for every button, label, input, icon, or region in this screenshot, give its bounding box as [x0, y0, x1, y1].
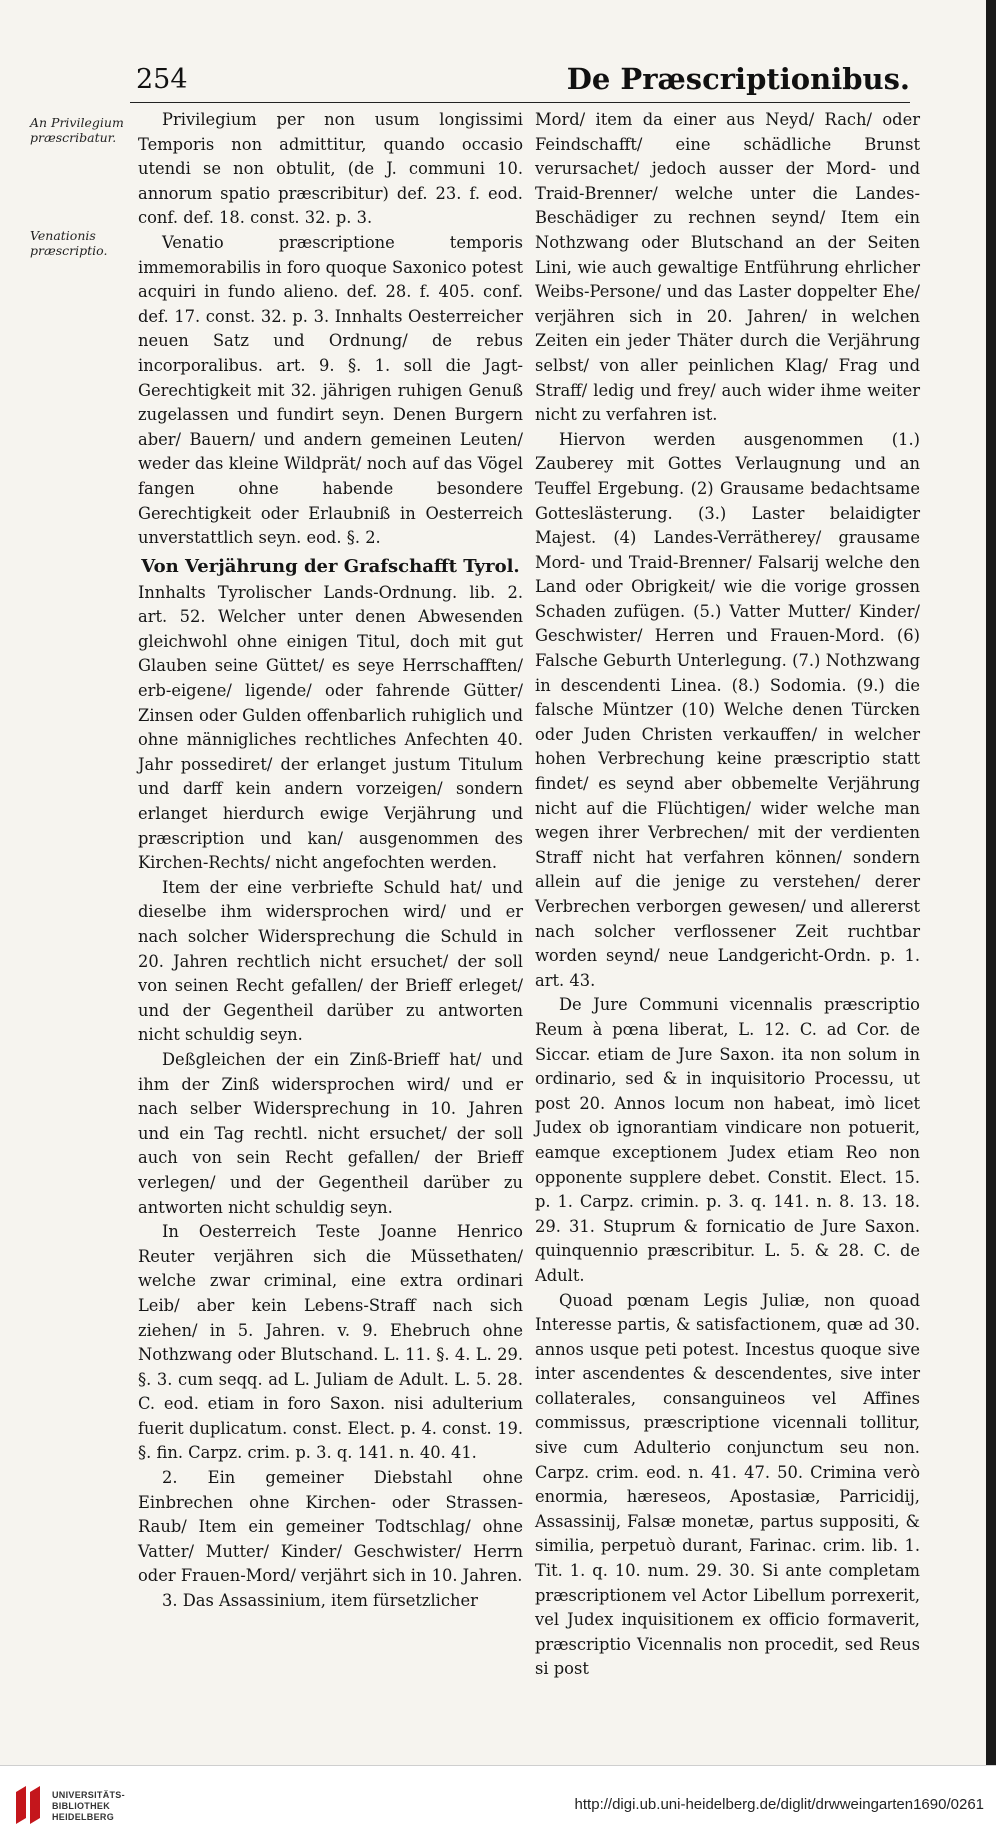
institution-line: UNIVERSITÄTS-: [52, 1790, 125, 1800]
scan-edge: [986, 0, 996, 1765]
paragraph: Mord/ item da einer aus Neyd/ Rach/ oder Feindschafft/ eine schädliche Brunst verursachet/ jedoch ausser der Mord- und Traid-Brenner/ welche unter die Landes-Beschädiger zu rechnen seynd/ Item ein Nothzwang oder Blutschand an der Seiten Lini, wie auch gewaltige Entführung ehrlicher Weibs-Persone/ und das Laster doppelter Ehe/ verjähren sich in 20. Jahren/ in welchen Zeiten ein jeder Thäter durch die Verjährung selbst/ von aller peinlichen Klag/ Frag und Straff/ ledig und frey/ auch wider ihme weiter nicht zu verfahren ist.: [535, 110, 920, 425]
paragraph: 2. Ein gemeiner Diebstahl ohne Einbrechen ohne Kirchen- oder Strassen-Raub/ Item ein gemeiner Todtschlag/ ohne Vatter/ Mutter/ Kinder/ Geschwister/ Herrn oder Frauen-Mord/ verjährt sich in 10. Jahren.: [138, 1468, 523, 1586]
margin-note-privilege: An Privilegium præscribatur.: [30, 115, 124, 145]
paragraph: De Jure Communi vicennalis præscriptio Reum à pœna liberat, L. 12. C. ad Cor. de Siccar. etiam de Jure Saxon. ita non solum in ordinario, sed & in inquisitorio Processu, ut post 20. Annos locum non habeat, imò licet Judex ob ignorantiam vindicare non potuerit, eamque exceptionem Judex etiam Reo non opponente supplere debet. Constit. Elect. 15. p. 1. Carpz. crimin. p. 3. q. 141. n. 8. 13. 18. 29. 31. Stuprum & fornicatio de Jure Saxon. quinquennio præscribitur. L. 5. & 28. C. de Adult.: [535, 995, 920, 1285]
institution-line: BIBLIOTHEK: [52, 1801, 110, 1811]
paragraph: Hiervon werden ausgenommen (1.) Zauberey mit Gottes Verlaugnung und an Teuffel Ergebung. (2) Grausame bedachtsame Gotteslästerung. (3.) Laster belaidigter Majest. (4) Landes-Verrätherey/ grausame Mord- und Traid-Brenner/ Falsarij welche den Land oder Obrigkeit/ wie die vorige grossen Schaden zufügen. (5.) Vatter Mutter/ Kinder/ Geschwister/ Herren und Frauen-Mord. (6) Falsche Geburth Unterlegung. (7.) Nothzwang in descendenti Linea. (8.) Sodomia. (9.) die falsche Müntzer (10) Welche denen Türcken oder Juden Christen verkauffen/ in welcher hohen Verbrechung keine præscriptio statt findet/ es seynd aber obbemelte Verjährung nicht auf die Flüchtigen/ wider welche man wegen ihrer Verbrechen/ mit der verdienten Straff nicht hat verfahren können/ sondern allein auf die jenige zu verstehen/ derer Verbrechen verborgen gewesen/ und allererst nach solcher verflossener Zeit ruchtbar worden seynd/ neue Landgericht-Ordn. p. 1. art. 43.: [535, 429, 920, 990]
paragraph: Innhalts Tyrolischer Lands-Ordnung. lib. 2. art. 52. Welcher unter denen Abwesenden gleichwohl ohne einigen Titul, doch mit gut Glauben seine Güttet/ es seye Herrschafften/ erb-eigene/ ligende/ oder fahrende Gütter/ Zinsen oder Gulden offenbarlich ruhiglich und ohne männigliches rechtliches Anfechten 40. Jahr possediret/ der erlanget justum Titulum und darff kein andern vorzeigen/ sondern erlanget hierdurch ewige Verjährung und præscription und kan/ ausgenommen des Kirchen-Rechts/ nicht angefochten werden.: [138, 582, 523, 873]
page-number: 254: [136, 64, 188, 95]
institution-line: HEIDELBERG: [52, 1812, 115, 1822]
running-title: De Præscriptionibus.: [566, 62, 910, 96]
paragraph: In Oesterreich Teste Joanne Henrico Reuter verjähren sich die Müssethaten/ welche zwar criminal, eine extra ordinari Leib/ aber kein Lebens-Straff nach sich ziehen/ in 5. Jahren. v. 9. Ehebruch ohne Nothzwang oder Blutschand. L. 11. §. 4. L. 29. §. 3. cum seqq. ad L. Juliam de Adult. L. 5. 28. C. eod. etiam in foro Saxon. nisi adulterium fuerit duplicatum. const. Elect. p. 4. const. 19. §. fin. Carpz. crim. p. 3. q. 141. n. 40. 41.: [138, 1222, 523, 1463]
left-column: [138, 108, 523, 1614]
margin-note-venation: Venationis præscriptio.: [30, 228, 108, 258]
university-logo-icon: [12, 1784, 44, 1828]
paragraph: Privilegium per non usum longissimi Temporis non admittitur, quando occasio utendi se non obtulit, (de J. communi 10. annorum spatio præscribitur) def. 23. f. eod. conf. def. 18. const. 32. p. 3.: [138, 110, 523, 228]
paragraph: Quoad pœnam Legis Juliæ, non quoad Interesse partis, & satisfactionem, quæ ad 30. annos usque peti potest. Incestus quoque sive inter ascendentes & descendentes, sive inter collaterales, consanguineos vel Affines commissus, præscriptione vicennali tollitur, sive cum Adulterio conjunctum seu non. Carpz. crim. eod. n. 41. 47. 50. Crimina verò enormia, hæreseos, Apostasiæ, Parricidij, Assassinij, Falsæ monetæ, partus suppositi, & similia, perpetuò durant, Farinac. crim. lib. 1. Tit. 1. q. 10. num. 29. 30. Si ante completam præscriptionem vel Actor Libellum porrexerit, vel Judex inquisitionem ex officio formaverit, præscriptio Vicennalis non procedit, sed Reus si post: [535, 1290, 920, 1679]
paragraph: Deßgleichen der ein Zinß-Brieff hat/ und ihm der Zinß widersprochen wird/ und er nach selber Widersprechung in 10. Jahren und ein Tag rechtl. nicht ersuchet/ der soll auch von sein Recht gefallen/ der Brieff verlegen/ und der Gegentheil darüber zu antworten nicht schuldig seyn.: [138, 1049, 523, 1217]
right-column: [535, 108, 920, 1682]
paragraph: 3. Das Assassinium, item fürsetzlicher: [162, 1591, 478, 1611]
institution-name: [52, 1790, 125, 1823]
footer-bar: [0, 1765, 996, 1846]
section-heading: Von Verjährung der Grafschafft Tyrol.: [141, 555, 520, 577]
paragraph: Item der eine verbriefte Schuld hat/ und dieselbe ihm widersprochen wird/ und er nach solcher Widersprechung die Schuld in 20. Jahren rechtlich nicht ersuchet/ der soll von seinen Recht gefallen/ der Brieff erleget/ und der Gegentheil darüber zu antworten nicht schuldig seyn.: [138, 877, 523, 1045]
paragraph: Venatio præscriptione temporis immemorabilis in foro quoque Saxonico potest acquiri in fundo alieno. def. 28. f. 405. conf. def. 17. const. 32. p. 3. Innhalts Oesterreicher neuen Satz und Ordnung/ de rebus incorporalibus. art. 9. §. 1. soll die Jagt-Gerechtigkeit mit 32. jährigen ruhigen Genuß zugelassen und fundirt seyn. Denen Burgern aber/ Bauern/ und andern gemeinen Leuten/ weder das kleine Wildprät/ noch auf das Vögel fangen ohne habende besondere Gerechtigkeit oder Erlaubniß in Oesterreich unverstattlich seyn. eod. §. 2.: [138, 232, 523, 548]
page-header: [130, 62, 910, 103]
source-url-link[interactable]: http://digi.ub.uni-heidelberg.de/diglit/drwweingarten1690/0261: [574, 1796, 984, 1813]
